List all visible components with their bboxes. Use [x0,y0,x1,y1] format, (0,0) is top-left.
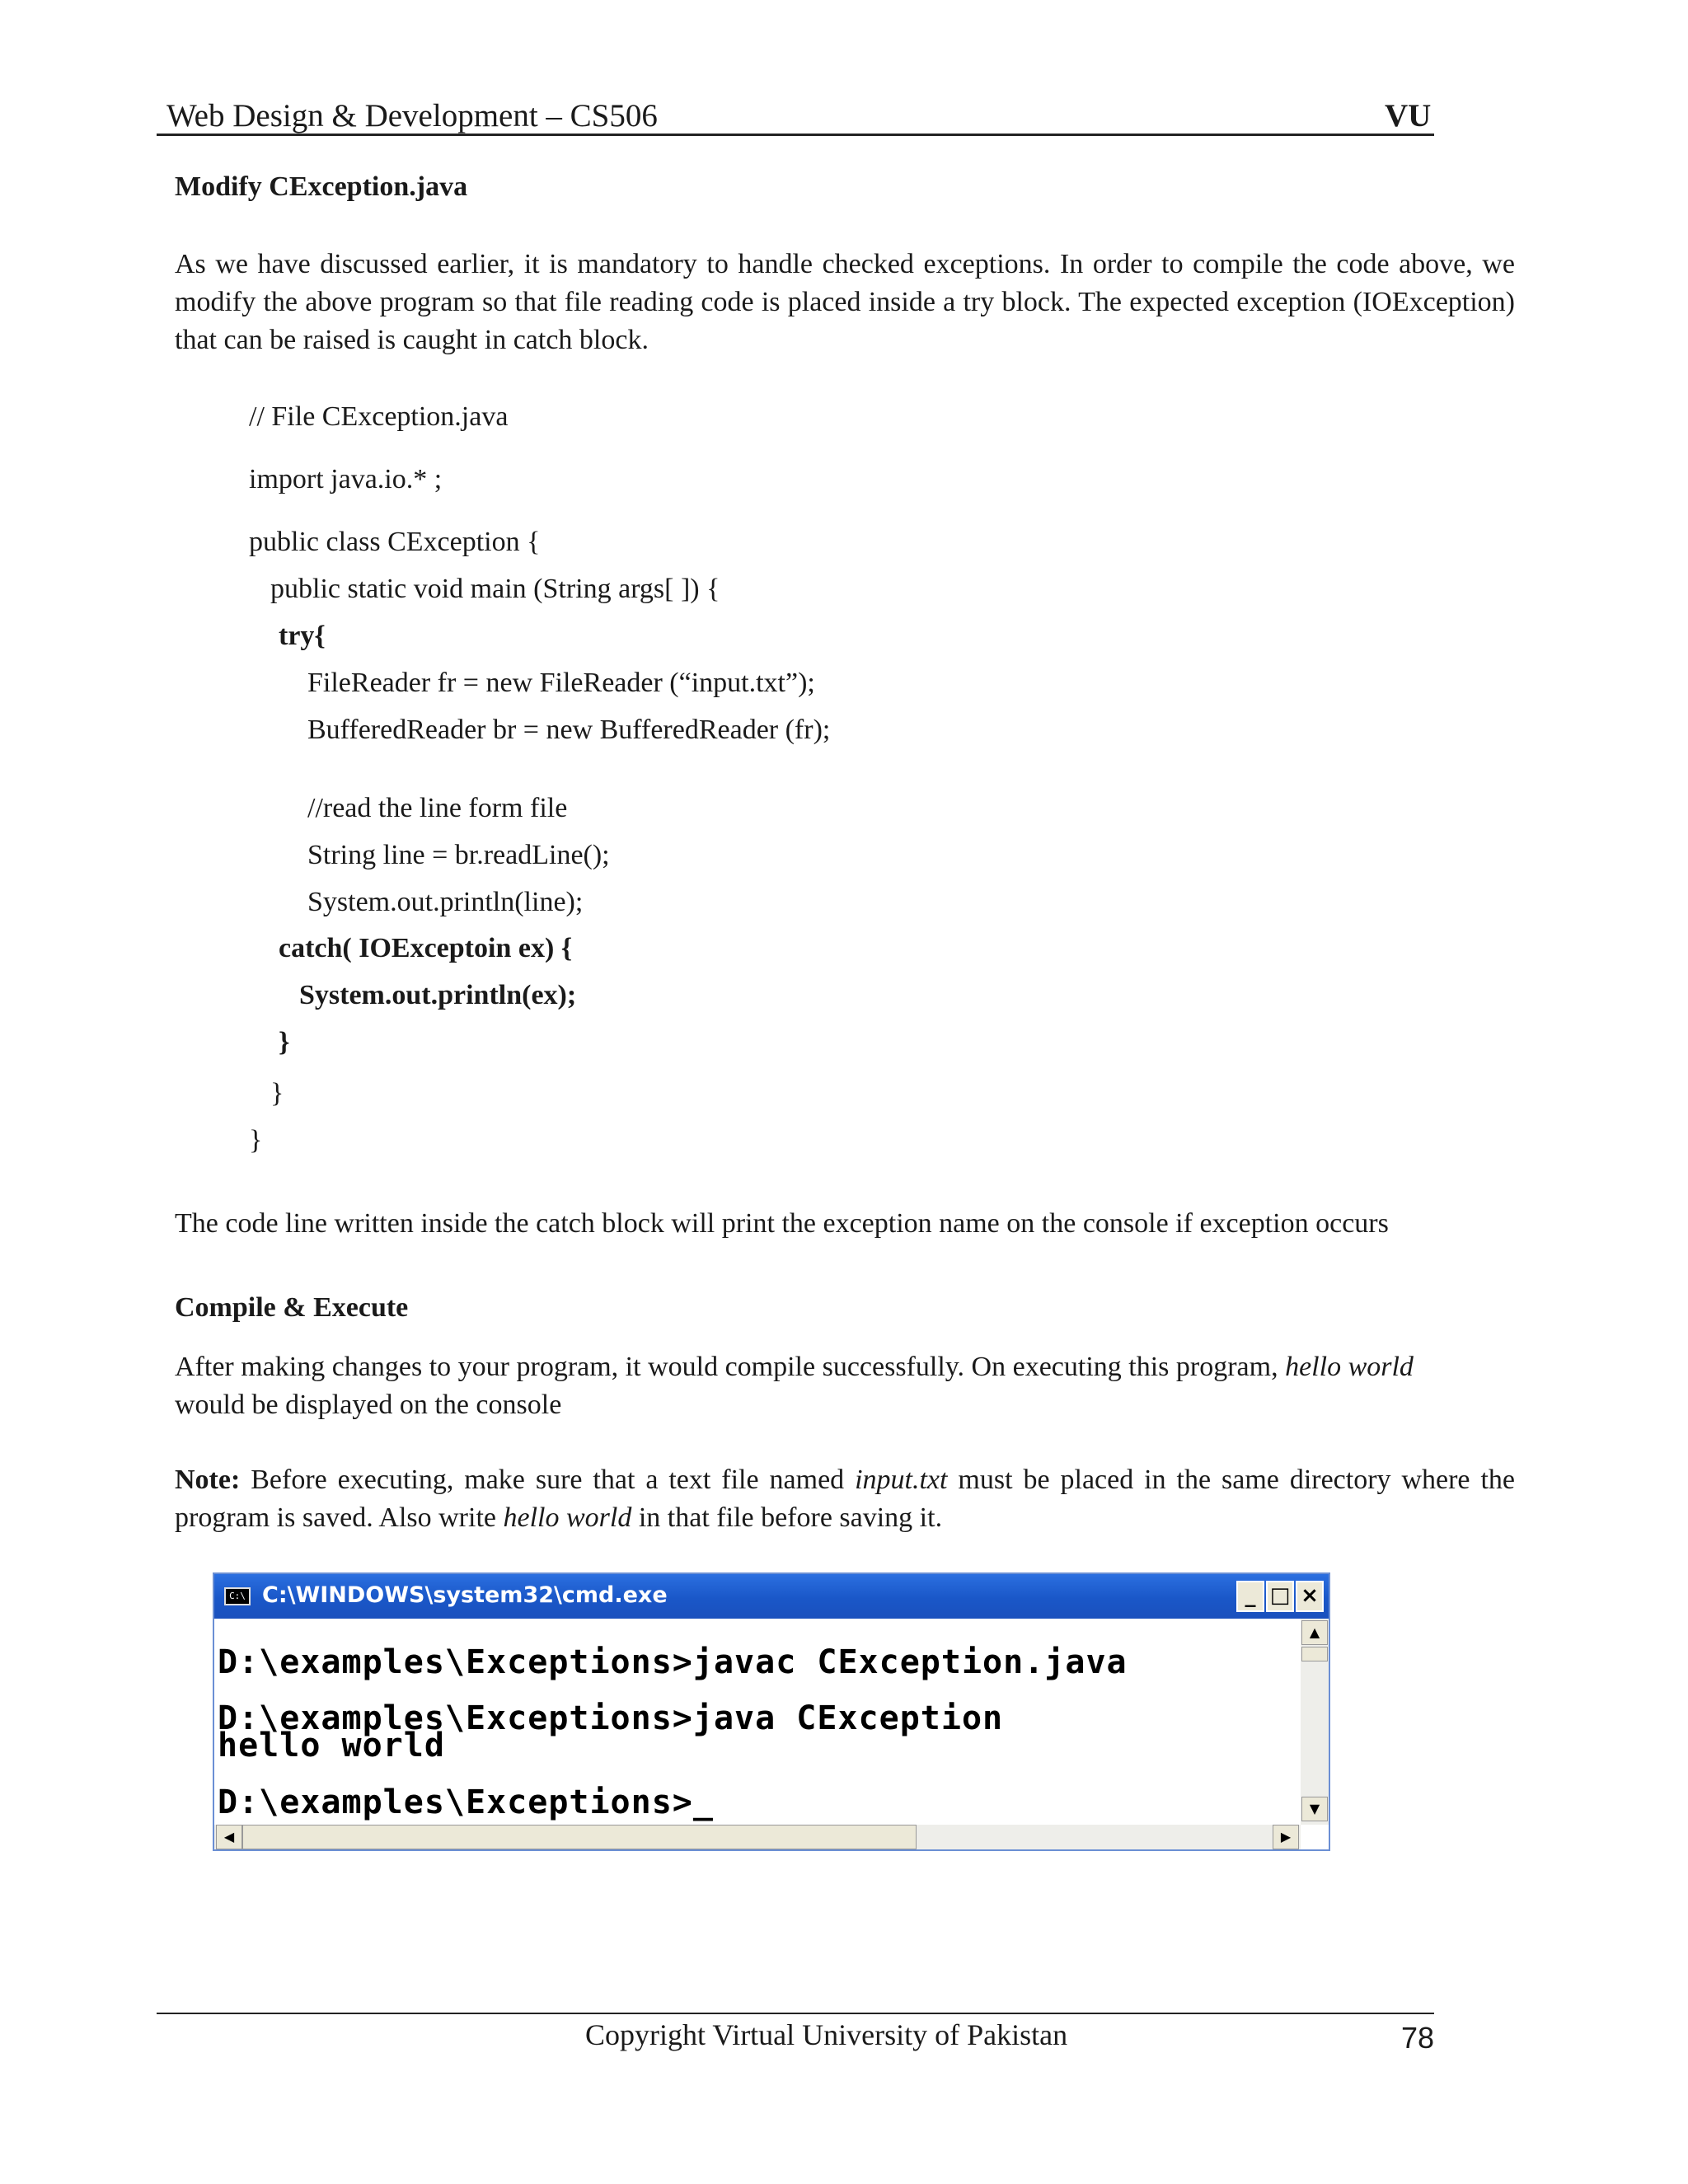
note-filename: input.txt [855,1465,948,1495]
scroll-left-icon[interactable]: ◀ [216,1825,242,1849]
console-line: D:\examples\Exceptions>_ [218,1783,714,1821]
cmd-console[interactable] [214,1619,1301,1825]
vertical-scroll-thumb[interactable] [1301,1647,1328,1661]
close-button[interactable]: × [1296,1581,1324,1612]
section-heading-compile: Compile & Execute [175,1292,409,1323]
header-title: Web Design & Development – CS506 [166,98,658,134]
note-paragraph [175,1461,1515,1537]
code-line: FileReader fr = new FileReader (“input.txt”); [307,668,815,698]
code-line: } [279,1027,290,1057]
cmd-window [213,1572,1330,1851]
code-line: BufferedReader br = new BufferedReader (fr); [307,715,831,745]
paragraph-after-code: The code line written inside the catch block will print the exception name on the console if exception occurs [175,1208,1389,1239]
cmd-title: C:\WINDOWS\system32\cmd.exe [262,1582,668,1608]
code-line: try{ [279,621,326,651]
code-line: catch( IOExceptoin ex) { [279,933,573,963]
horizontal-scrollbar[interactable] [214,1825,1301,1849]
note-text: Before executing, make sure that a text file named [251,1465,845,1495]
footer-copyright: Copyright Virtual University of Pakistan [585,2018,1068,2051]
code-line: } [249,1125,263,1155]
code-line: System.out.println(ex); [299,980,577,1010]
cmd-titlebar[interactable] [214,1574,1329,1619]
horizontal-scroll-thumb[interactable] [242,1825,917,1849]
console-line: D:\examples\Exceptions>java CException [218,1699,1004,1737]
section-heading-modify: Modify CException.java [175,171,468,202]
note-label: Note: [175,1465,241,1495]
code-line: //read the line form file [307,793,568,823]
cmd-icon: C:\ [224,1587,251,1605]
code-line: public static void main (String args[ ]) { [270,574,720,604]
hello-world-italic: hello world [1285,1352,1414,1382]
code-line: System.out.println(line); [307,887,584,917]
console-line: D:\examples\Exceptions>javac CException.java [218,1643,1128,1681]
footer-rule [157,2013,1434,2014]
vertical-scrollbar[interactable] [1301,1619,1329,1825]
minimize-button[interactable]: _ [1236,1581,1264,1612]
code-line: import java.io.* ; [249,464,443,494]
scroll-right-icon[interactable]: ▶ [1273,1825,1299,1849]
note-hello-world: hello world [503,1502,632,1533]
paragraph-compile [175,1348,1526,1424]
note-text: in that file before saving it. [638,1502,943,1533]
compile-text: After making changes to your program, it would compile successfully. On executing this program, [175,1352,1278,1382]
code-line: public class CException { [249,527,541,557]
maximize-button[interactable]: □ [1266,1581,1294,1612]
code-line: // File CException.java [249,401,509,432]
note-text: must be placed in the same directory where the program is saved. Also write [175,1465,1515,1533]
scroll-down-icon[interactable]: ▼ [1301,1797,1328,1821]
page-number: 78 [1401,2021,1435,2055]
paragraph-intro: As we have discussed earlier, it is mandatory to handle checked exceptions. In order to compile the code above, we modify the above program so that file reading code is placed inside a try block. The expected exception (IOException) that can be raised is caught in catch block. [175,249,1515,355]
code-line: } [270,1078,284,1108]
header-rule [157,134,1434,136]
header-vu: VU [1385,98,1432,134]
compile-text-2: would be displayed on the console [175,1390,562,1420]
console-line: hello world [218,1727,445,1765]
scroll-up-icon[interactable]: ▲ [1301,1620,1328,1645]
code-line: String line = br.readLine(); [307,840,610,870]
